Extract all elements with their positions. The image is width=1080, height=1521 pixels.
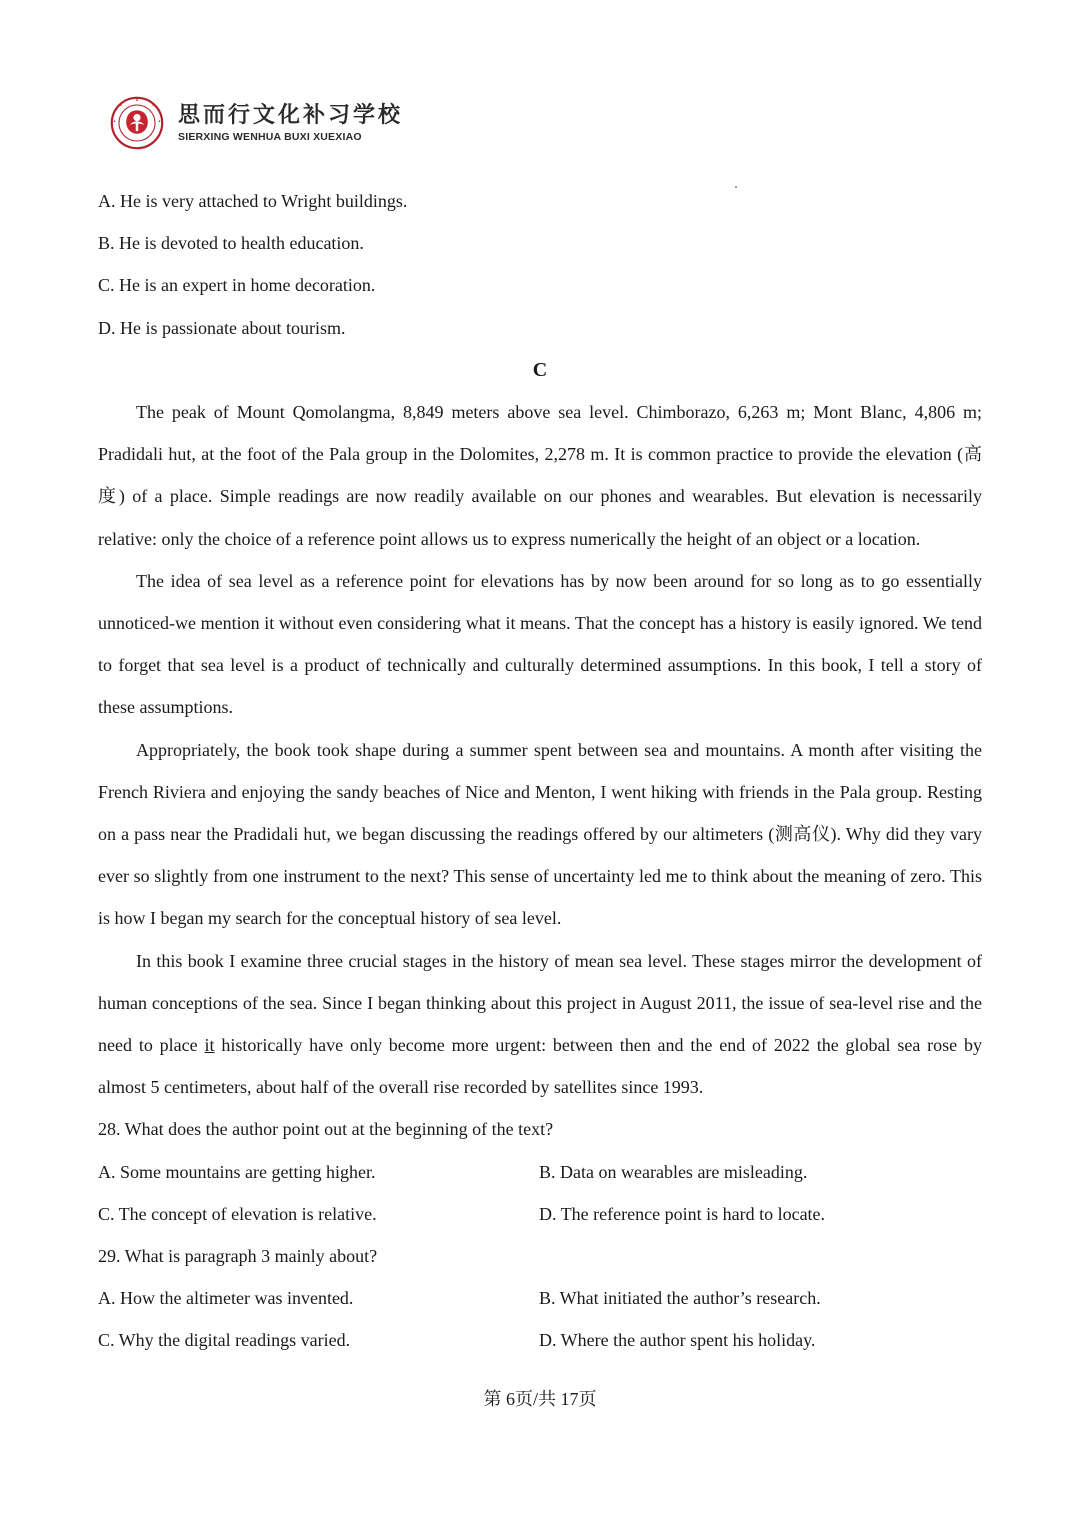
prev-option-d: D. He is passionate about tourism. — [98, 317, 346, 338]
school-name-cn: 思而行文化补习学校 — [178, 103, 404, 128]
question-29-options-row-2 — [98, 1319, 982, 1361]
question-28-options-row-1 — [98, 1151, 982, 1193]
section-letter: C — [532, 358, 548, 381]
question-28-option-a: A. Some mountains are getting higher. — [98, 1161, 376, 1182]
question-29-options-row-1 — [98, 1277, 982, 1319]
page-header — [110, 96, 403, 150]
page-content — [98, 180, 982, 1362]
question-28-options-row-2 — [98, 1193, 982, 1235]
paragraph-3: Appropriately, the book took shape during a summer spent between sea and mountains. A month after visiting the French Riviera and enjoying the sandy beaches of Nice and Menton, I went hiking with friends in the Pala group. Resting on a pass near the Pradidali hut, we began discussing the readings offered by our altimeters (测高仪). Why did they vary ever so slightly from one instrument to the next? This sense of uncertainty led me to think about the meaning of zero. This is how I began my search for the conceptual history of sea level. — [98, 739, 982, 929]
prev-option-c: C. He is an expert in home decoration. — [98, 275, 376, 296]
paragraph-4-text-after: historically have only become more urgent: between then and the end of 2022 the global sea rose by almost 5 centimeters, about half of the overall rise recorded by satellites since 1993. — [98, 1034, 983, 1098]
school-seal-logo-icon — [110, 96, 164, 150]
question-29-stem: 29. What is paragraph 3 mainly about? — [98, 1245, 378, 1266]
question-28-stem: 28. What does the author point out at the beginning of the text? — [98, 1119, 554, 1140]
page-footer: 第 6页/共 17页 — [483, 1389, 597, 1409]
prev-option-a: A. He is very attached to Wright buildings. — [98, 191, 408, 211]
question-29-option-b: B. What initiated the author’s research. — [539, 1288, 821, 1309]
paragraph-4-text-before: In this book I examine three crucial stages in the history of mean sea level. These stages mirror the development of human conceptions of the sea. Since I began thinking about this project in August 2011, the issue of sea-level rise and the need to place — [98, 950, 982, 1055]
question-28-option-d: D. The reference point is hard to locate. — [539, 1203, 826, 1224]
underlined-it: it — [204, 1034, 215, 1055]
school-name-en: SIERXING WENHUA BUXI XUEXIAO — [178, 131, 362, 143]
paragraph-4 — [98, 940, 982, 1109]
paragraph-1: The peak of Mount Qomolangma, 8,849 meters above sea level. Chimborazo, 6,263 m; Mont Blanc, 4,806 m; Pradidali hut, at the foot of the Pala group in the Dolomites, 2,278 m. It is common practice to provide the elevation (高度) of a place. Simple readings are now readily available on our phones and wearables. But elevation is necessarily relative: only the choice of a reference point allows us to express numerically the height of an object or a location. — [98, 401, 982, 549]
question-28-option-c: C. The concept of elevation is relative. — [98, 1203, 377, 1224]
question-28-option-b: B. Data on wearables are misleading. — [539, 1161, 808, 1182]
question-29-option-d: D. Where the author spent his holiday. — [539, 1330, 816, 1351]
question-29-option-a: A. How the altimeter was invented. — [98, 1288, 354, 1309]
school-brand — [178, 103, 403, 143]
question-29-option-c: C. Why the digital readings varied. — [98, 1330, 351, 1351]
paragraph-2: The idea of sea level as a reference point for elevations has by now been around for so long as to go essentially unnoticed-we mention it without even considering what it means. That the concept has a history is easily ignored. We tend to forget that sea level is a product of technically and culturally determined assumptions. In this book, I tell a story of these assumptions. — [98, 570, 982, 718]
prev-option-b: B. He is devoted to health education. — [98, 233, 364, 254]
